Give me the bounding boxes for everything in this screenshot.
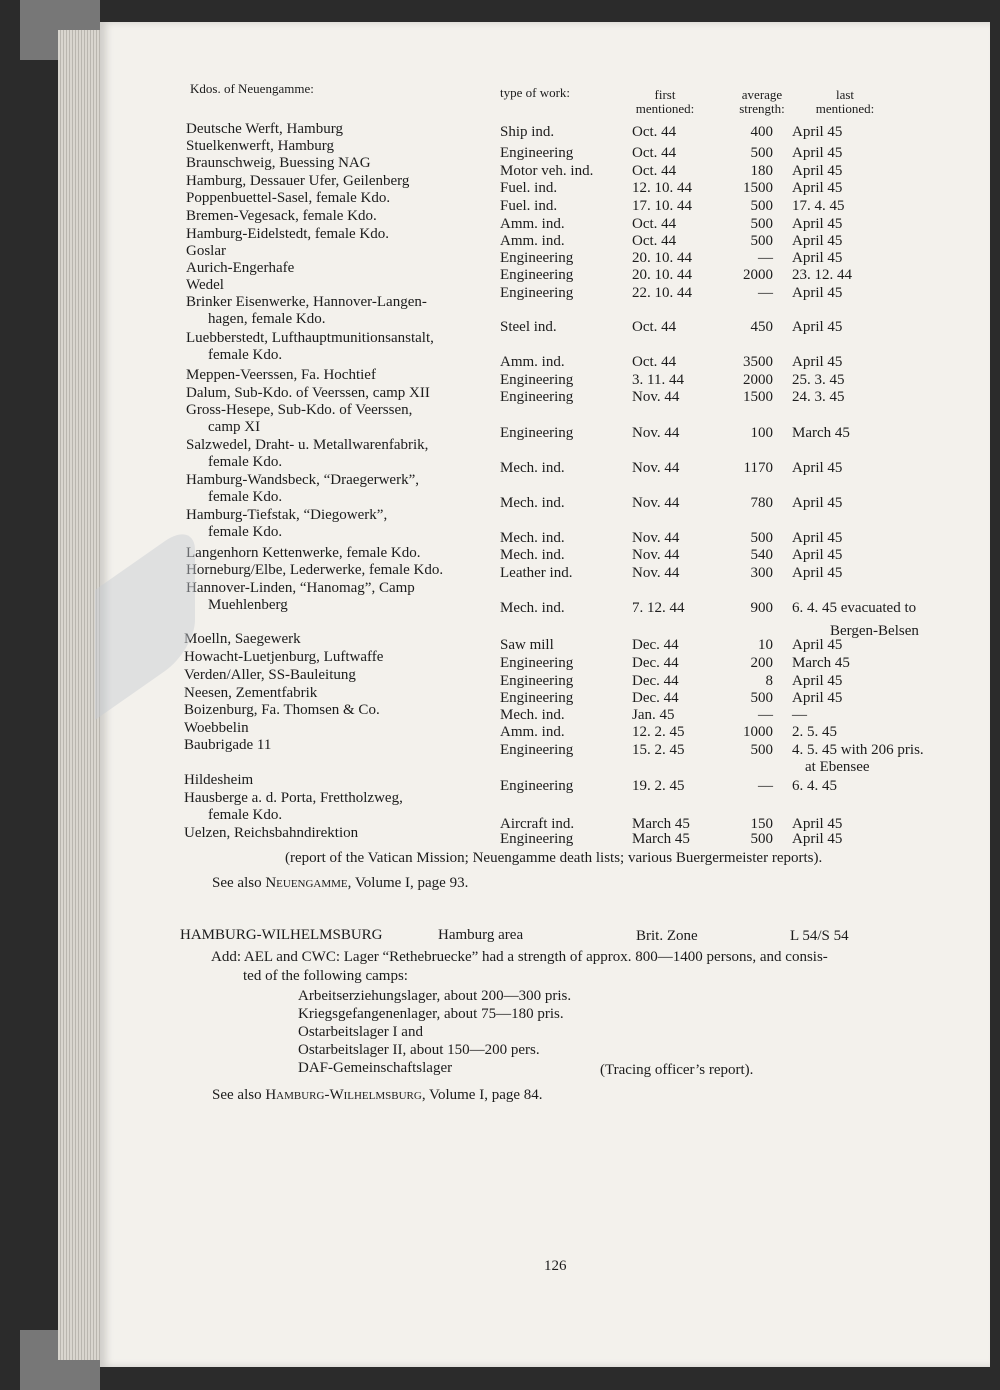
- kdo-name: Goslar: [186, 243, 226, 259]
- kdo-name: Baubrigade 11: [184, 737, 272, 753]
- kdo-last-mentioned: April 45: [792, 547, 843, 563]
- kdo-first-mentioned: 3. 11. 44: [632, 372, 684, 388]
- kdo-strength: 300: [750, 565, 773, 581]
- kdo-first-mentioned: Oct. 44: [632, 163, 677, 179]
- col-header-first: first mentioned:: [635, 87, 695, 116]
- kdo-strength: 500: [750, 198, 773, 214]
- kdo-type: Engineering: [500, 655, 574, 671]
- camp-item: Ostarbeitslager II, about 150—200 pers.: [298, 1042, 540, 1058]
- kdo-last-mentioned: April 45: [792, 216, 843, 232]
- kdo-last-mentioned: April 45: [792, 145, 843, 161]
- kdo-first-mentioned: 19. 2. 45: [632, 778, 685, 794]
- kdo-name: Horneburg/Elbe, Lederwerke, female Kdo.: [186, 562, 444, 578]
- see-also-link: Hamburg-Wilhelmsburg: [265, 1087, 422, 1103]
- kdo-last-mentioned: April 45: [792, 673, 843, 689]
- kdo-last-mentioned: 2. 5. 45: [792, 724, 837, 740]
- kdo-name: Uelzen, Reichsbahndirektion: [184, 825, 359, 841]
- kdo-name: Hamburg-Tiefstak, “Diegowerk”,: [186, 507, 388, 523]
- kdo-name: female Kdo.: [208, 489, 283, 505]
- kdo-type: Engineering: [500, 425, 574, 441]
- kdo-strength: 1170: [743, 460, 773, 476]
- kdo-first-mentioned: Jan. 45: [632, 707, 675, 723]
- kdo-type: Engineering: [500, 778, 574, 794]
- kdo-type: Engineering: [500, 250, 574, 266]
- kdo-last-mentioned: April 45: [792, 831, 843, 847]
- kdo-last-mentioned: —: [792, 707, 807, 723]
- kdo-type: Motor veh. ind.: [500, 163, 594, 179]
- kdo-type: Ship ind.: [500, 124, 555, 140]
- kdo-first-mentioned: March 45: [632, 816, 690, 832]
- kdo-name: Braunschweig, Buessing NAG: [186, 155, 371, 171]
- kdo-first-mentioned: Nov. 44: [632, 495, 680, 511]
- kdo-last-mentioned: 6. 4. 45: [792, 778, 837, 794]
- kdo-first-mentioned: Oct. 44: [632, 354, 677, 370]
- kdo-name: Gross-Hesepe, Sub-Kdo. of Veerssen,: [186, 402, 413, 418]
- kdo-strength: 500: [750, 216, 773, 232]
- kdo-name: Meppen-Veerssen, Fa. Hochtief: [186, 367, 376, 383]
- kdo-strength: 1500: [743, 180, 773, 196]
- col-header-strength: average strength:: [739, 87, 785, 116]
- kdo-strength: 1500: [743, 389, 773, 405]
- kdo-last-mentioned: 4. 5. 45 with 206 pris.: [792, 742, 924, 758]
- camp-item: Ostarbeitslager I and: [298, 1024, 423, 1040]
- kdo-strength: 100: [750, 425, 773, 441]
- kdo-name: Stuelkenwerft, Hamburg: [186, 138, 335, 154]
- kdo-first-mentioned: Nov. 44: [632, 460, 680, 476]
- kdo-strength: 540: [750, 547, 773, 563]
- kdo-name: Hildesheim: [184, 772, 254, 788]
- kdo-type: Leather ind.: [500, 565, 573, 581]
- kdo-last-mentioned: April 45: [792, 354, 843, 370]
- kdo-type: Engineering: [500, 742, 574, 758]
- kdo-strength: —: [758, 707, 773, 723]
- kdo-last-mentioned: April 45: [792, 460, 843, 476]
- kdo-name: camp XI: [208, 419, 261, 435]
- kdo-strength: 3500: [743, 354, 773, 370]
- kdo-strength: 500: [750, 530, 773, 546]
- kdo-name: Brinker Eisenwerke, Hannover-Langen-: [186, 294, 427, 310]
- sources-note: (report of the Vatican Mission; Neuengamme death lists; various Buergermeister reports).: [285, 850, 823, 866]
- kdo-first-mentioned: Oct. 44: [632, 124, 677, 140]
- kdo-type: Engineering: [500, 145, 574, 161]
- kdo-type: Fuel. ind.: [500, 198, 558, 214]
- kdo-strength: 10: [758, 637, 773, 653]
- kdo-first-mentioned: 7. 12. 44: [632, 600, 685, 616]
- kdo-name: Verden/Aller, SS-Bauleitung: [184, 667, 356, 683]
- kdo-name: Langenhorn Kettenwerke, female Kdo.: [186, 545, 421, 561]
- kdo-strength: 900: [750, 600, 773, 616]
- kdo-type: Amm. ind.: [500, 216, 565, 232]
- section-add-line1: Add: AEL and CWC: Lager “Rethebruecke” had a strength of approx. 800—1400 persons, and consis-: [211, 949, 828, 965]
- kdo-first-mentioned: Dec. 44: [632, 673, 679, 689]
- kdo-strength: 180: [750, 163, 773, 179]
- kdo-first-mentioned: 12. 2. 45: [632, 724, 685, 740]
- kdo-strength: —: [758, 285, 773, 301]
- kdo-last-mentioned-cont: Bergen-Belsen: [830, 623, 919, 639]
- kdo-name: female Kdo.: [208, 347, 283, 363]
- kdo-name: Moelln, Saegewerk: [184, 631, 301, 647]
- kdo-name: female Kdo.: [208, 524, 283, 540]
- kdo-type: Mech. ind.: [500, 495, 565, 511]
- kdo-last-mentioned: March 45: [792, 655, 850, 671]
- kdo-first-mentioned: Oct. 44: [632, 319, 677, 335]
- see-also-suffix: , Volume I, page 93.: [347, 875, 469, 891]
- kdo-type: Engineering: [500, 372, 574, 388]
- kdo-first-mentioned: Dec. 44: [632, 655, 679, 671]
- col-header-type: type of work:: [500, 85, 571, 100]
- see-also-prefix: See also: [212, 875, 266, 891]
- kdo-first-mentioned: Nov. 44: [632, 530, 680, 546]
- see-also-prefix: See also: [212, 1087, 266, 1103]
- kdo-last-mentioned: April 45: [792, 233, 843, 249]
- section-zone: Brit. Zone: [636, 928, 698, 944]
- kdo-first-mentioned: Dec. 44: [632, 637, 679, 653]
- see-also-neuengamme: [212, 875, 468, 892]
- kdo-strength: —: [758, 778, 773, 794]
- col-header-name: Kdos. of Neuengamme:: [190, 81, 314, 96]
- kdo-type: Aircraft ind.: [500, 816, 575, 832]
- kdo-first-mentioned: 15. 2. 45: [632, 742, 685, 758]
- kdo-first-mentioned: 20. 10. 44: [632, 267, 692, 283]
- kdo-strength: 150: [750, 816, 773, 832]
- kdo-strength: 2000: [743, 372, 773, 388]
- kdo-name: Woebbelin: [184, 720, 249, 736]
- kdo-first-mentioned: Nov. 44: [632, 425, 680, 441]
- camp-item: DAF-Gemeinschaftslager: [298, 1060, 453, 1076]
- kdo-strength: 8: [765, 673, 773, 689]
- kdo-name: hagen, female Kdo.: [208, 311, 326, 327]
- section-add-line2: ted of the following camps:: [243, 968, 408, 984]
- kdo-type: Engineering: [500, 389, 574, 405]
- page-number: 126: [544, 1258, 567, 1274]
- kdo-name: Hamburg, Dessauer Ufer, Geilenberg: [186, 173, 410, 189]
- kdo-name: Hamburg-Wandsbeck, “Draegerwerk”,: [186, 472, 419, 488]
- kdo-type: Mech. ind.: [500, 530, 565, 546]
- kdo-first-mentioned: Dec. 44: [632, 690, 679, 706]
- kdo-name: Deutsche Werft, Hamburg: [186, 121, 343, 137]
- kdo-name: Bremen-Vegesack, female Kdo.: [186, 208, 377, 224]
- kdo-last-mentioned-cont: at Ebensee: [805, 759, 870, 775]
- kdo-last-mentioned: 24. 3. 45: [792, 389, 845, 405]
- kdo-first-mentioned: Oct. 44: [632, 216, 677, 232]
- col-header-last: last mentioned:: [815, 87, 875, 116]
- kdo-name: Muehlenberg: [208, 597, 288, 613]
- kdo-name: Salzwedel, Draht- u. Metallwarenfabrik,: [186, 437, 429, 453]
- kdo-name: Neesen, Zementfabrik: [184, 685, 318, 701]
- kdo-name: female Kdo.: [208, 454, 283, 470]
- kdo-type: Amm. ind.: [500, 354, 565, 370]
- kdo-type: Engineering: [500, 831, 574, 847]
- kdo-type: Mech. ind.: [500, 600, 565, 616]
- section-area: Hamburg area: [438, 927, 524, 943]
- kdo-last-mentioned: April 45: [792, 690, 843, 706]
- kdo-first-mentioned: Oct. 44: [632, 145, 677, 161]
- see-also-link: Neuengamme: [265, 875, 348, 891]
- kdo-last-mentioned: 17. 4. 45: [792, 198, 845, 214]
- kdo-strength: 200: [750, 655, 773, 671]
- kdo-type: Engineering: [500, 690, 574, 706]
- kdo-type: Engineering: [500, 267, 574, 283]
- kdo-first-mentioned: Oct. 44: [632, 233, 677, 249]
- kdo-last-mentioned: April 45: [792, 530, 843, 546]
- kdo-name: Howacht-Luetjenburg, Luftwaffe: [184, 649, 384, 665]
- kdo-strength: 500: [750, 742, 773, 758]
- kdo-first-mentioned: 17. 10. 44: [632, 198, 692, 214]
- kdo-first-mentioned: 22. 10. 44: [632, 285, 692, 301]
- kdo-first-mentioned: Nov. 44: [632, 565, 680, 581]
- kdo-name: Luebberstedt, Lufthauptmunitionsanstalt,: [186, 330, 434, 346]
- kdo-type: Engineering: [500, 285, 574, 301]
- kdo-first-mentioned: 12. 10. 44: [632, 180, 692, 196]
- kdo-strength: 500: [750, 145, 773, 161]
- kdo-last-mentioned: April 45: [792, 495, 843, 511]
- kdo-strength: 400: [750, 124, 773, 140]
- kdo-last-mentioned: 23. 12. 44: [792, 267, 852, 283]
- kdo-last-mentioned: April 45: [792, 124, 843, 140]
- kdo-last-mentioned: April 45: [792, 319, 843, 335]
- kdo-last-mentioned: April 45: [792, 637, 843, 653]
- kdo-name: Boizenburg, Fa. Thomsen & Co.: [184, 702, 380, 718]
- kdo-strength: 450: [750, 319, 773, 335]
- kdo-strength: 500: [750, 831, 773, 847]
- kdo-last-mentioned: April 45: [792, 250, 843, 266]
- kdo-last-mentioned: April 45: [792, 163, 843, 179]
- kdo-type: Saw mill: [500, 637, 554, 653]
- kdo-name: Poppenbuettel-Sasel, female Kdo.: [186, 190, 391, 206]
- kdo-last-mentioned: March 45: [792, 425, 850, 441]
- kdo-strength: 500: [750, 233, 773, 249]
- kdo-last-mentioned: April 45: [792, 816, 843, 832]
- section-source: (Tracing officer’s report).: [600, 1062, 754, 1078]
- kdo-type: Amm. ind.: [500, 233, 565, 249]
- kdo-strength: 1000: [743, 724, 773, 740]
- camp-item: Arbeitserziehungslager, about 200—300 pris.: [298, 988, 572, 1004]
- kdo-strength: —: [758, 250, 773, 266]
- kdo-strength: 500: [750, 690, 773, 706]
- kdo-first-mentioned: 20. 10. 44: [632, 250, 692, 266]
- kdo-first-mentioned: March 45: [632, 831, 690, 847]
- kdo-name: Dalum, Sub-Kdo. of Veerssen, camp XII: [186, 385, 430, 401]
- kdo-first-mentioned: Nov. 44: [632, 389, 680, 405]
- kdo-last-mentioned: April 45: [792, 565, 843, 581]
- kdo-last-mentioned: 6. 4. 45 evacuated to: [792, 600, 917, 616]
- kdo-strength: 2000: [743, 267, 773, 283]
- kdo-name: Hannover-Linden, “Hanomag”, Camp: [186, 580, 415, 596]
- kdo-name: Aurich-Engerhafe: [186, 260, 295, 276]
- kdo-name: Hausberge a. d. Porta, Frettholzweg,: [184, 790, 403, 806]
- kdo-type: Steel ind.: [500, 319, 557, 335]
- kdo-last-mentioned: April 45: [792, 285, 843, 301]
- kdo-type: Fuel. ind.: [500, 180, 558, 196]
- kdo-last-mentioned: 25. 3. 45: [792, 372, 845, 388]
- kdo-type: Mech. ind.: [500, 547, 565, 563]
- kdo-name: Wedel: [186, 277, 224, 293]
- kdo-first-mentioned: Nov. 44: [632, 547, 680, 563]
- section-title: HAMBURG-WILHELMSBURG: [180, 927, 383, 943]
- kdo-type: Engineering: [500, 673, 574, 689]
- see-also-suffix: , Volume I, page 84.: [421, 1087, 543, 1103]
- kdo-type: Mech. ind.: [500, 707, 565, 723]
- see-also-wilhelmsburg: [212, 1087, 543, 1104]
- kdo-name: female Kdo.: [208, 807, 283, 823]
- camp-item: Kriegsgefangenenlager, about 75—180 pris.: [298, 1006, 564, 1022]
- kdo-type: Mech. ind.: [500, 460, 565, 476]
- kdo-name: Hamburg-Eidelstedt, female Kdo.: [186, 226, 389, 242]
- section-ref: L 54/S 54: [790, 928, 849, 944]
- kdo-last-mentioned: April 45: [792, 180, 843, 196]
- kdo-strength: 780: [750, 495, 773, 511]
- kdo-type: Amm. ind.: [500, 724, 565, 740]
